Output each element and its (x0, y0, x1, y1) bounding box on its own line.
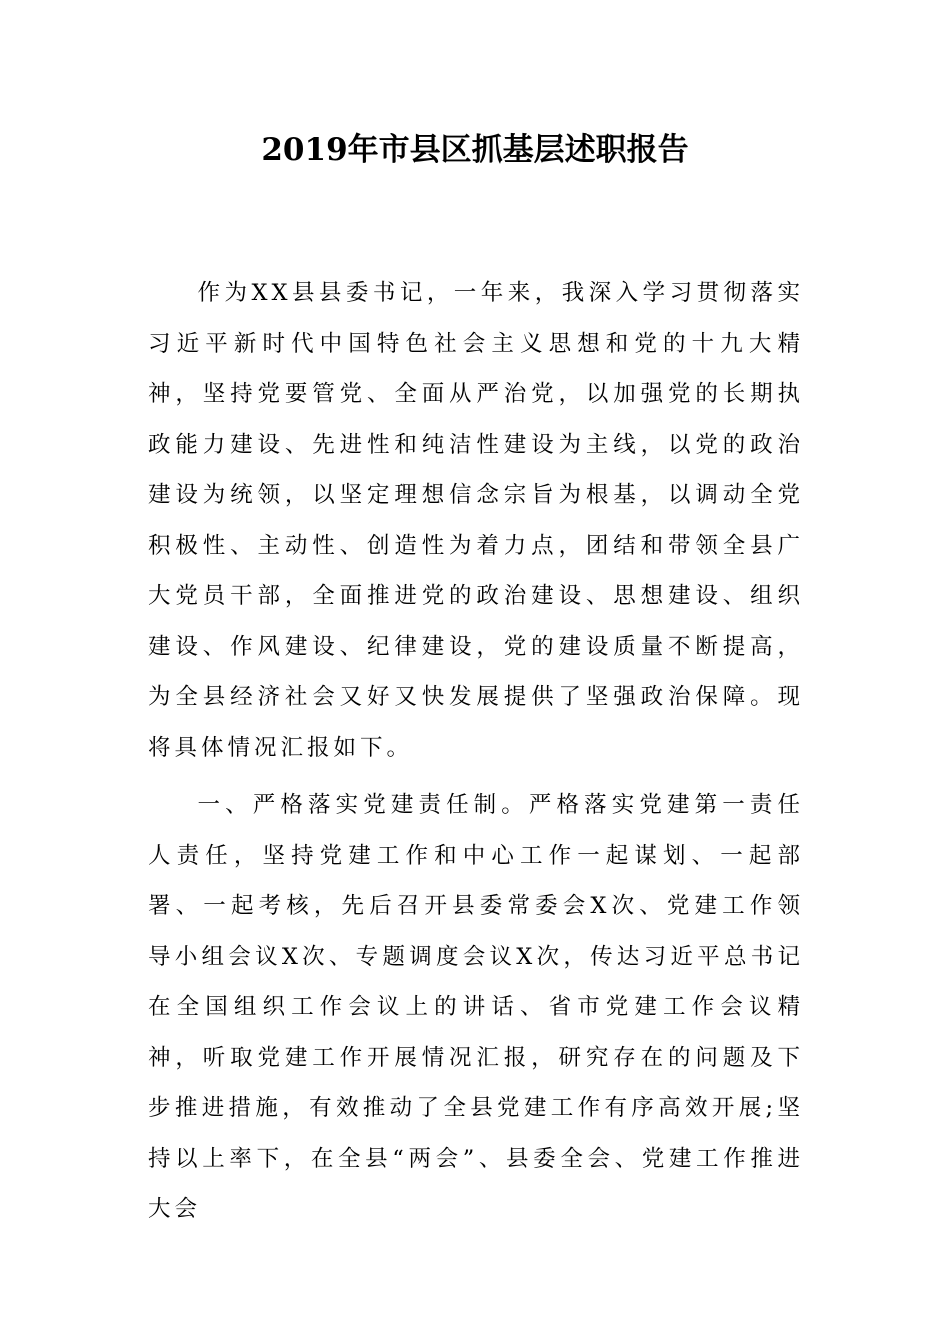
paragraph-section-one: 一、严格落实党建责任制。严格落实党建第一责任人责任，坚持党建工作和中心工作一起谋划、一起部署、一起考核，先后召开县委常委会X次、党建工作领导小组会议X次、专题调度会议X次，传达习近平总书记在全国组织工作会议上的讲话、省市党建工作会议精神，听取党建工作开展情况汇报，研究存在的问题及下步推进措施，有效推动了全县党建工作有序高效开展;坚持以上率下，在全县“两会”、县委全会、党建工作推进大会 (148, 792, 804, 1222)
paragraph-intro: 作为XX县县委书记，一年来，我深入学习贯彻落实习近平新时代中国特色社会主义思想和党的十九大精神，坚持党要管党、全面从严治党，以加强党的长期执政能力建设、先进性和纯洁性建设为主线，以党的政治建设为统领，以坚定理想信念宗旨为根基，以调动全党积极性、主动性、创造性为着力点，团结和带领全县广大党员干部，全面推进党的政治建设、思想建设、组织建设、作风建设、纪律建设，党的建设质量不断提高，为全县经济社会又好又快发展提供了坚强政治保障。现将具体情况汇报如下。 (148, 280, 804, 761)
document-title: 2019年市县区抓基层述职报告 (261, 132, 689, 168)
